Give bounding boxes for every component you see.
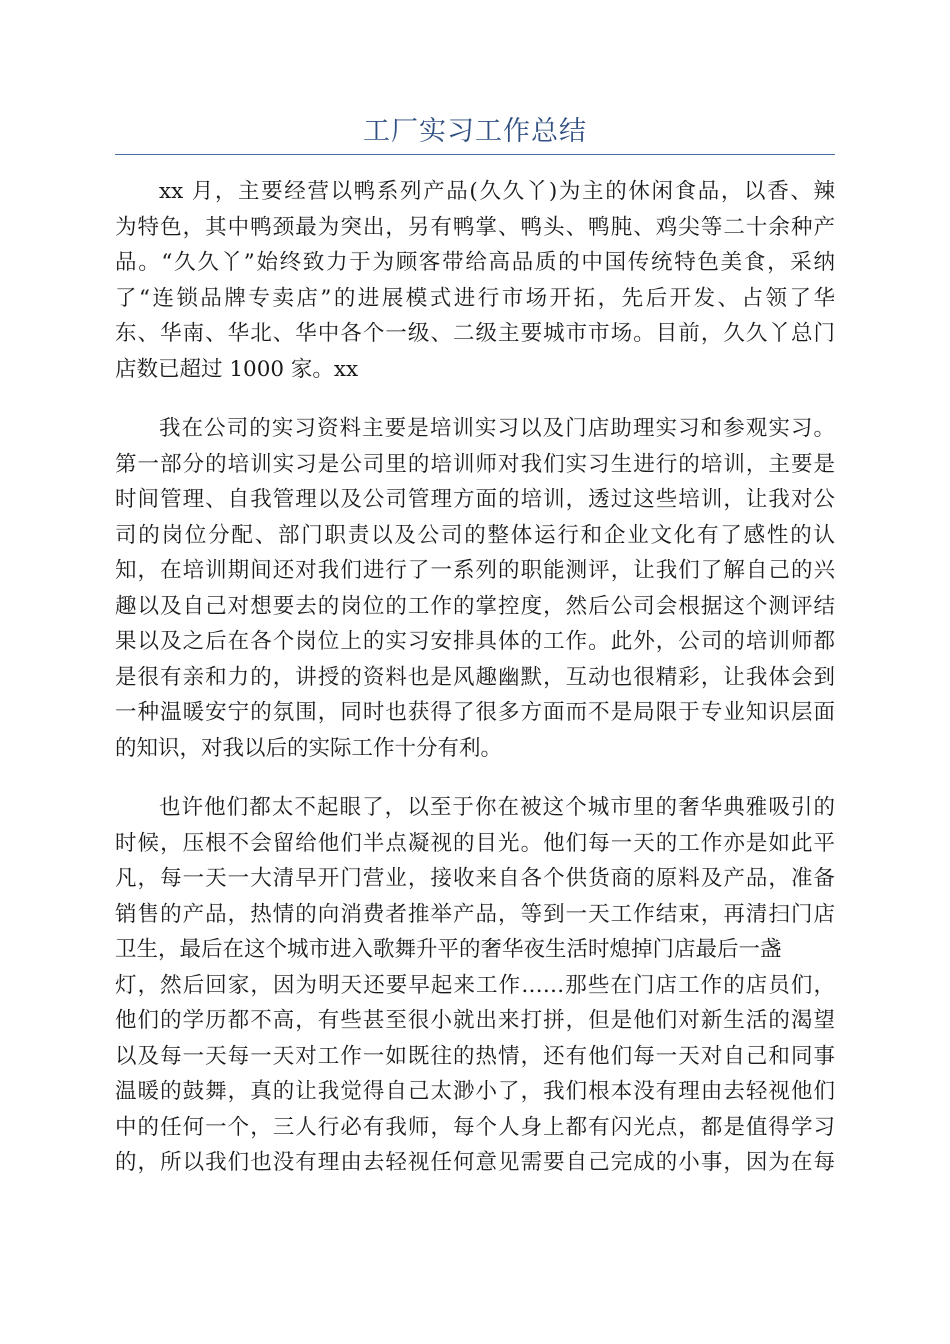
paragraph-2 (115, 411, 835, 766)
paragraph-line: 第一部分的培训实习是公司里的培训师对我们实习生进行的培训，主要是 (115, 451, 835, 477)
paragraph-1 (115, 174, 835, 387)
title-underline (115, 154, 835, 155)
paragraph-line: 也许他们都太不起眼了，以至于你在被这个城市里的奢华典雅吸引的 (159, 795, 835, 820)
paragraph-line: 一种温暖安宁的氛围，同时也获得了很多方面而不是局限于专业知识层面 (115, 700, 835, 725)
paragraph-line: 时候，压根不会留给他们半点凝视的目光。他们每一天的工作亦是如此平 (115, 830, 835, 856)
paragraph-line: xx 月，主要经营以鸭系列产品(久久丫)为主的休闲食品，以香、辣 (159, 179, 835, 204)
paragraph-line: 卫生，最后在这个城市进入歌舞升平的奢华夜生活时熄掉门店最后一盏 (115, 937, 782, 962)
paragraph-line: 温暖的鼓舞，真的让我觉得自己太渺小了，我们根本没有理由去轻视他们 (115, 1079, 835, 1104)
paragraph-line: 司的岗位分配、部门职责以及公司的整体运行和企业文化有了感性的认 (115, 522, 835, 548)
paragraph-line: 趣以及自己对想要去的岗位的工作的掌控度，然后公司会根据这个测评结 (115, 593, 835, 619)
paragraph-line: 以及每一天每一天对工作一如既往的热情，还有他们每一天对自己和同事 (115, 1043, 835, 1069)
paragraph-line: 灯，然后回家，因为明天还要早起来工作……那些在门店工作的店员们， (115, 972, 835, 998)
paragraph-line: 店数已超过 1000 家。xx (115, 356, 359, 382)
paragraph-line: 知，在培训期间还对我们进行了一系列的职能测评，让我们了解自己的兴 (115, 558, 835, 583)
paragraph-line: 果以及之后在各个岗位上的实习安排具体的工作。此外，公司的培训师都 (115, 629, 835, 654)
paragraph-line: 品。“久久丫”始终致力于为顾客带给高品质的中国传统特色美食，采纳 (115, 250, 835, 275)
paragraph-line: 的，所以我们也没有理由去轻视任何意见需要自己完成的小事，因为在每 (115, 1150, 835, 1175)
paragraph-line: 销售的产品，热情的向消费者推举产品，等到一天工作结束，再清扫门店 (115, 901, 835, 927)
paragraph-line: 我在公司的实习资料主要是培训实习以及门店助理实习和参观实习。 (159, 416, 835, 441)
paragraph-line: 凡，每一天一大清早开门营业，接收来自各个供货商的原料及产品，准备 (115, 866, 835, 891)
paragraph-line: 东、华南、华北、华中各个一级、二级主要城市市场。目前，久久丫总门 (115, 321, 835, 346)
paragraph-line: 是很有亲和力的，讲授的资料也是风趣幽默，互动也很精彩，让我体会到 (115, 664, 835, 690)
paragraph-line: 的知识，对我以后的实际工作十分有利。 (115, 735, 503, 761)
document-title: 工厂实习工作总结 (363, 116, 587, 147)
paragraph-line: 他们的学历都不高，有些甚至很小就出来打拼，但是他们对新生活的渴望 (115, 1008, 835, 1033)
paragraph-line: 时间管理、自我管理以及公司管理方面的培训，透过这些培训，让我对公 (115, 487, 835, 512)
paragraph-3 (115, 790, 835, 1181)
paragraph-line: 了“连锁品牌专卖店”的进展模式进行市场开拓，先后开发、占领了华 (115, 285, 835, 311)
document-body (115, 174, 835, 1205)
paragraph-line: 为特色，其中鸭颈最为突出，另有鸭掌、鸭头、鸭肫、鸡尖等二十余种产 (115, 214, 835, 240)
paragraph-line: 中的任何一个，三人行必有我师，每个人身上都有闪光点，都是值得学习 (115, 1114, 835, 1140)
